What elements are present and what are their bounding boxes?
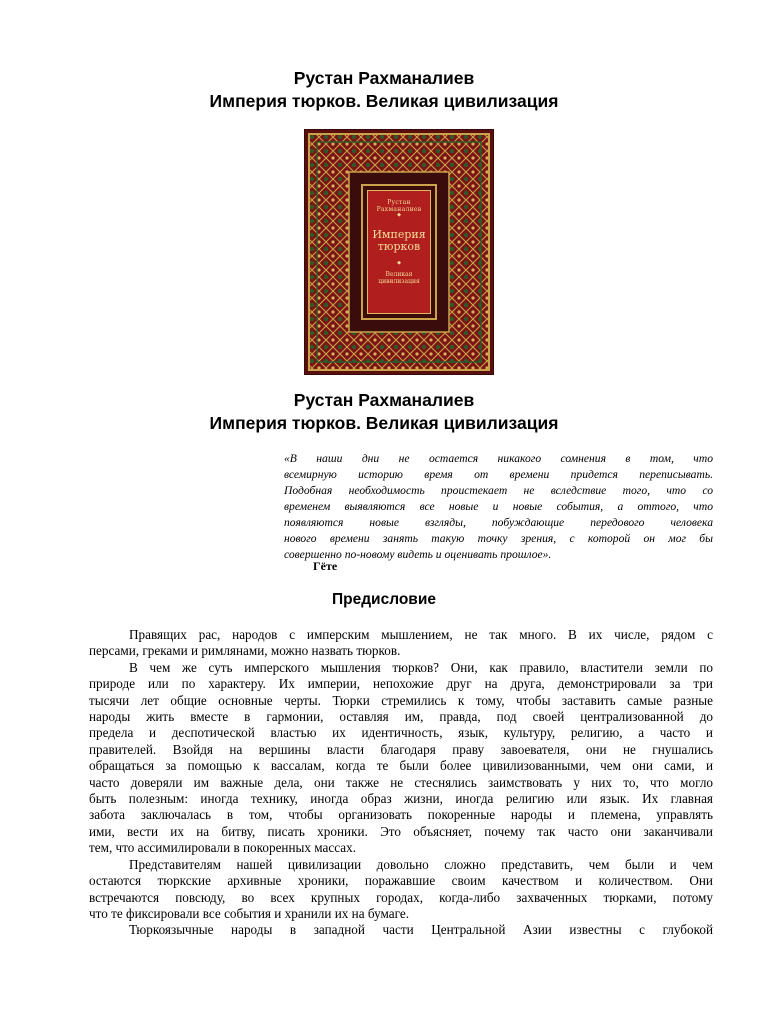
section-heading — [0, 389, 768, 435]
body-line: ими, вести их на битву, писать хроники. Это объясняет, почему так часто они заканчивали — [89, 823, 713, 839]
epigraph-attribution: Гёте — [313, 559, 338, 573]
cover-title-frame — [367, 190, 431, 314]
header-author: Рустан Рахманалиев — [293, 68, 475, 88]
body-line: природе или по характеру. Их империи, непохожие друг на друга, демонстрировали за три — [89, 676, 713, 692]
cover-title — [368, 229, 430, 253]
body-line: предела и деспотической властью их идентичность, язык, культуру, религию, а часто и — [89, 725, 713, 741]
cover-author: Рустан Рахманалиев — [376, 199, 422, 213]
body-line: Правящих рас, народов с имперским мышлением, не так много. В их числе, рядом с — [129, 627, 713, 642]
epigraph-line: совершенно по-новому видеть и оценивать прошлое». — [284, 548, 552, 561]
cover-title-line1: Империя — [372, 228, 426, 241]
cover-title-line2: тюрков — [377, 240, 421, 253]
body-line: народы жить вместе в гармонии, оставляя им, правда, под своей централизованной до — [89, 709, 713, 725]
cover-subtitle — [368, 271, 430, 285]
epigraph — [284, 451, 713, 563]
section-title: Империя тюрков. Великая цивилизация — [209, 413, 559, 433]
header-title: Империя тюрков. Великая цивилизация — [209, 91, 559, 111]
document-header — [0, 67, 768, 113]
epigraph-line: всемирную историю время от времени придется переписывать. — [284, 468, 713, 481]
body-line: тем, что ассимилировали в покоренных массах. — [89, 840, 357, 856]
body-line: что те фиксировали все события и хранили их на бумаге. — [89, 905, 409, 921]
cover-subtitle-line1: Великая — [385, 271, 413, 278]
body-line: тысячи лет общие основные черты. Тюрки стремились к тому, чтобы заставить самые разные — [89, 692, 713, 708]
body-line: быть полезным: иногда технику, иногда образ жизни, иногда религию или язык. Их главная — [89, 791, 713, 807]
cover-ornament-dot: ◆ — [397, 212, 401, 218]
body-line: обращаться за помощью к вассалам, когда те были более цивилизованными, чем они сами, и — [89, 758, 713, 774]
body-line: часто доверяли им важные дела, они также не стеснялись заимствовать у них то, что могло — [89, 774, 713, 790]
book-cover-image — [305, 130, 493, 374]
body-line: забота заключалась в том, чтобы организовать покоренные народы и племена, управлять — [89, 807, 713, 823]
body-line: Тюркоязычные народы в западной части Центральной Азии известны с глубокой — [129, 922, 713, 938]
body-line: персами, греками и римлянами, можно назвать тюрков. — [89, 643, 401, 659]
epigraph-line: Подобная необходимость проистекает не вследствие того, что со — [284, 484, 713, 497]
body-line: Представителям нашей цивилизации довольно сложно представить, чем были и чем — [129, 856, 713, 872]
body-line: правителей. Взойдя на вершины власти благодаря праву завоевателя, они не гнушались — [89, 741, 713, 757]
epigraph-line: появляются новые взгляды, побуждающие передового человека — [284, 516, 713, 529]
cover-title-panel — [361, 184, 437, 320]
epigraph-line: «В наши дни не остается никакого сомнения в том, что — [284, 452, 713, 465]
epigraph-line: временем выявляются все новые и новые события, а оттого, что — [284, 500, 713, 513]
cover-ornament-dot: ◆ — [397, 260, 401, 266]
epigraph-line: нового времени занять такую точку зрения, с которой он мог бы — [284, 532, 713, 545]
body-line: остаются тюркские архивные хроники, поражавшие своим качеством и количеством. Они — [89, 873, 713, 889]
cover-subtitle-line2: цивилизация — [378, 278, 420, 285]
section-author: Рустан Рахманалиев — [293, 390, 475, 410]
body-line: встречаются повсюду, во всех крупных городах, когда-либо захваченных тюрками, потому — [89, 889, 713, 905]
body-line: В чем же суть имперского мышления тюрков? Они, как правило, властители земли по — [129, 659, 713, 675]
foreword-title: Предисловие — [331, 591, 436, 608]
foreword-body — [89, 627, 713, 939]
